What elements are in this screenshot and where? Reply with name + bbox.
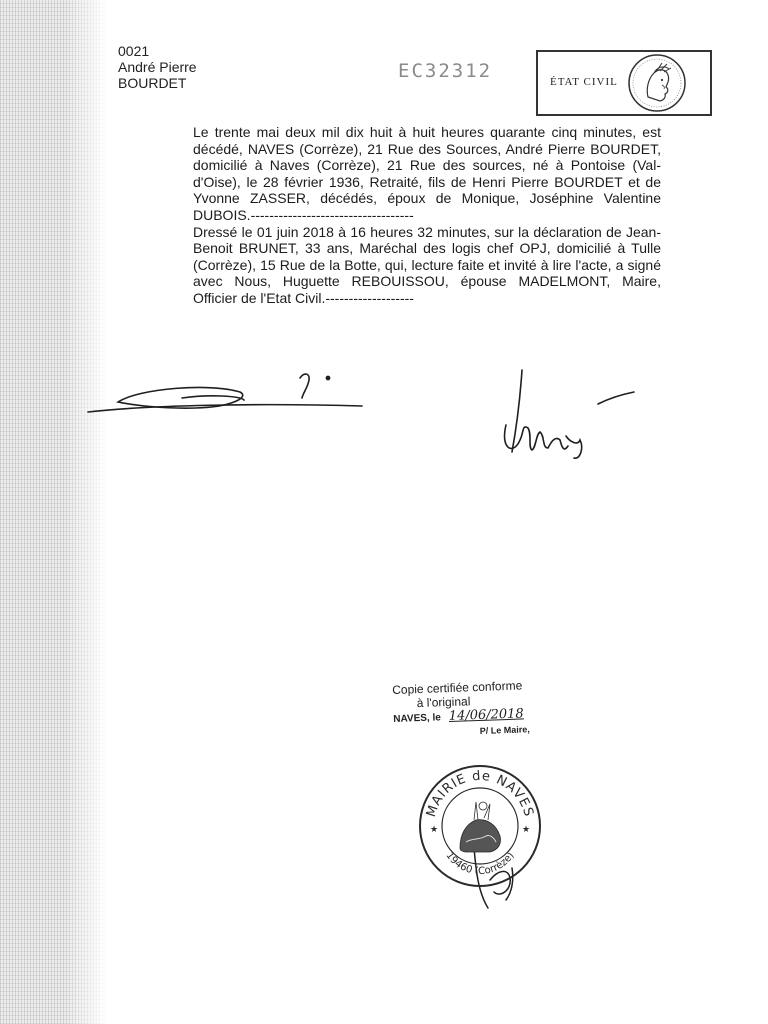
mairie-seal-icon (416, 762, 544, 890)
seal-top-text: MAIRIE de NAVES (423, 768, 537, 819)
etat-civil-label: ÉTAT CIVIL (550, 76, 618, 88)
etat-civil-stamp (536, 50, 712, 116)
seal-bottom-text: 19460 (Corrèze) (443, 850, 517, 878)
certification-signatory: P/ Le Maire, (479, 724, 530, 736)
mayor-signature (505, 370, 634, 458)
certification-line2: à l'original (416, 694, 471, 711)
record-number: 0021 (118, 43, 150, 59)
act-paragraph-declaration: Dressé le 01 juin 2018 à 16 heures 32 minutes, sur la déclaration de Jean-Benoit BRUNET, 33 ans, Maréchal des logis chef OPJ, domicilié à Tulle (Corrèze), 15 Rue de la Botte, qui, lecture faite et invité à lire l'acte, a signé avec Nous, Huguette REBOUISSOU, épouse MADELMONT, Maire, Officier de l'Etat Civil.------------------- (193, 223, 661, 306)
act-body (193, 124, 661, 307)
marianne-seal-icon (626, 53, 688, 113)
svg-text:★: ★ (522, 825, 531, 835)
certification-place: NAVES, le (393, 712, 442, 725)
svg-text:★: ★ (430, 825, 439, 835)
record-header (118, 43, 197, 91)
certification-block (392, 678, 530, 741)
seal-emblem (460, 802, 501, 852)
record-surname: BOURDET (118, 75, 187, 91)
act-paragraph-death: Le trente mai deux mil dix huit à huit heures quarante cinq minutes, est décédé, NAVES (Corrèze), 21 Rue des Sources, André Pierre BOURDET, domicilié à Naves (Corrèze), 21 Rue des sources, né à Pontoise (Val-d'Oise), le 28 février 1936, Retraité, fils de Henri Pierre BOURDET et de Yvonne ZASSER, décédés, époux de Monique, Joséphine Valentine DUBOIS.----------------------------------- (193, 124, 661, 223)
svg-text:MAIRIE de NAVES (424, 769, 536, 819)
scan-edge-strip (0, 0, 108, 1024)
certification-line1: Copie certifiée conforme (392, 678, 523, 697)
certification-date: 14/06/2018 (448, 706, 524, 725)
record-given-names: André Pierre (118, 59, 197, 75)
register-stamp-number: EC32312 (398, 60, 493, 82)
declarant-signature (88, 374, 362, 412)
